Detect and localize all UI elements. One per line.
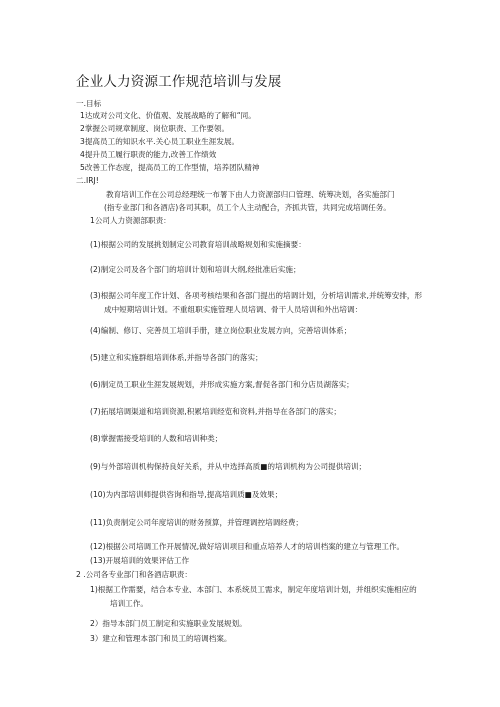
goal-item: 3提高员工的知识水平.关心员工职业生涯发展。 xyxy=(80,137,240,146)
hr-duty-line: (12)根据公司培调工作开展情况,做好培训项目和重点培养人才的培训档案的建立与管理工作。 xyxy=(90,542,405,551)
hr-duty-line: (9)与外部培训机构保持良好关系，并从中选择高质■的培训机构为公司提供培训； xyxy=(90,462,367,471)
goal-item: 5改善工作态度，提高员工的工作型情，培养团队精神 xyxy=(80,163,260,172)
hr-duty-line: (2)制定公司及各个部门的培训计划和培训大纲,经批准后实施； xyxy=(90,265,301,274)
intro-paragraph-line: (指专业部门和各酒店)各司其职，员工个人主动配合，齐抓共管，共同完成培调任务。 xyxy=(104,203,391,212)
hr-duty-line: (11)负责制定公司年度培训的财务预算，并管理调控培调经费； xyxy=(90,518,304,527)
hr-duty-line: (7)拓展培调渠道和培训资源,积累培训经览和资料,并指导在各部门的落实； xyxy=(90,407,341,416)
hr-duty-line: (6)制定员工职业生涯发展规划，并形成实施方案,督促各部门和分店员湖落实； xyxy=(90,380,354,389)
hr-duty-line: (8)掌握需接受培训的人数和培训种类； xyxy=(90,434,223,443)
goal-item: 4提升员工履行职责的能力,改善工作绩效 xyxy=(80,150,217,159)
hr-duty-line: (4)编制、修订、完善员工培训手册，建立岗位职业发展方向，完善培训体系； xyxy=(90,326,352,335)
dept-duty-line: 2）指导本部门员工制定和实施职业发展规划。 xyxy=(90,619,247,628)
hr-duty-line: (3)根据公司年度工作计划、各项考核结果和各部门提出的培调计划，分析培训需求,并统筹安排，形 xyxy=(90,291,423,300)
dept-duty-line: 3）建立和管理本部门和员工的培调档案。 xyxy=(90,634,232,643)
section-heading-responsibilities: 二.IRJ! xyxy=(76,176,99,185)
dept-duty-line: 培训工作。 xyxy=(110,599,148,608)
intro-paragraph-line: 教育培训工作在公司总经理统一布署下由人力资源部归口管理、统筹决划，各实施部门 xyxy=(106,190,395,199)
hr-duty-line: (13)开展培训的效果评估工作 xyxy=(90,556,190,565)
hr-dept-heading: 1公司人力资源部职责： xyxy=(90,216,171,225)
goal-item: 1达成对公司文化、价值观、发展战略的了解和“同。 xyxy=(80,111,256,120)
document-title: 企业人力资源工作规范培训与发展 xyxy=(76,74,282,90)
hr-duty-line: (10)为内部培训师提供咨询和指导,提高培训质■及效果； xyxy=(90,490,283,499)
hr-duty-line: (1)根据公司的发展挑划制定公司教育培训战略规划和实施摘要： xyxy=(90,240,306,249)
goal-item: 2掌握公司规章制度、岗位职责、工作要领。 xyxy=(80,124,230,133)
dept-duty-line: 1)根据工作需要，结合本专业、本部门、本系统员工需求，制定年度培训计划，并组织实施相应的 xyxy=(90,585,417,594)
hr-duty-line: (5)建立和实施群组培训体系,并指导各部门的落实； xyxy=(90,353,263,362)
section-heading-goals: 一.目标 xyxy=(76,99,102,108)
dept-heading: 2 .公司各专业部门和各酒店职责： xyxy=(76,570,192,579)
hr-duty-line: 成中短期培训计划。不重组职实施管理人员培调、骨干人员培训和外出培调： xyxy=(104,305,363,314)
